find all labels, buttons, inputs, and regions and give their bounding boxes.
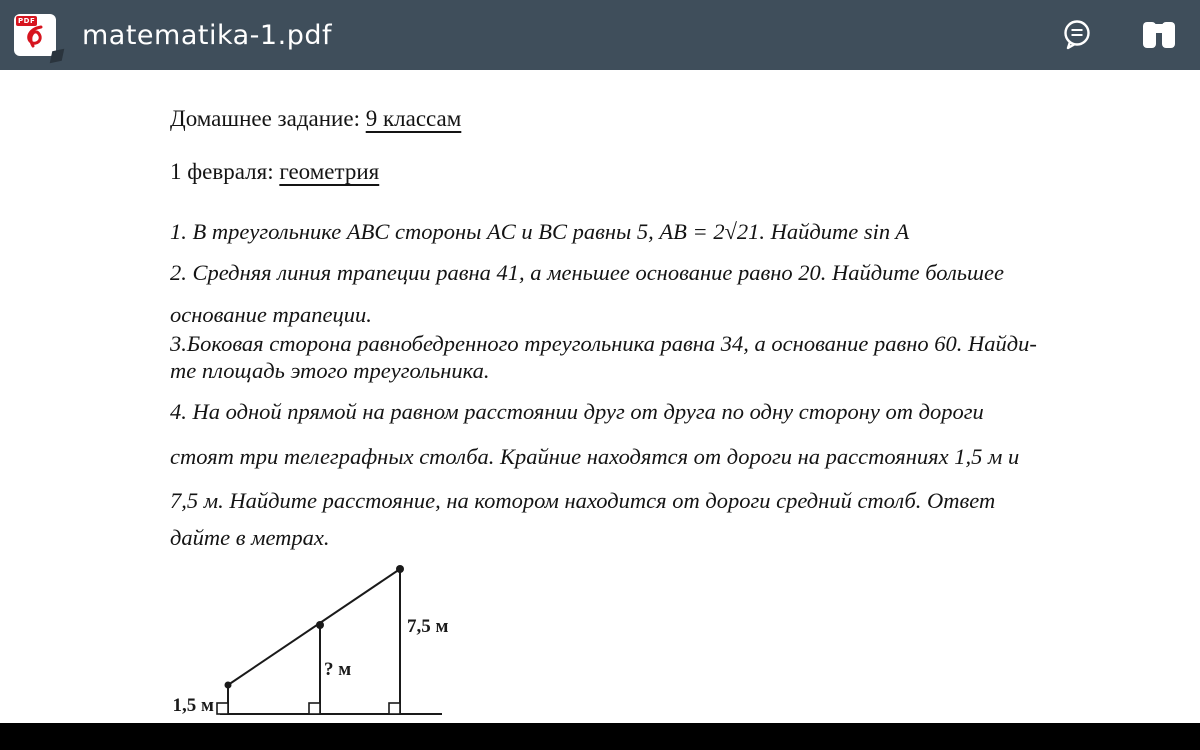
search-button[interactable] [1140,20,1178,50]
pole-label-right: 7,5 м [407,616,449,637]
pdf-badge-label: PDF [18,17,36,25]
document-filename: matematika-1.pdf [82,19,332,51]
pole-label-middle: ? м [324,659,352,680]
pdf-icon-fold [50,49,65,64]
left-pole-top-dot [225,682,232,689]
comment-icon [1060,18,1094,52]
assignment-class-link: 9 классам [365,106,462,131]
right-right-angle-mark [389,703,400,714]
problem-2-line-1: 2. Средняя линия трапеции равна 41, а меньшее основание равно 20. Найдите большее [170,260,1004,285]
problem-4-line-4: дайте в метрах. [170,525,330,550]
left-right-angle-mark [217,703,228,714]
middle-pole-top-dot [316,621,324,629]
problem-4-line-1: 4. На одной прямой на равном расстоянии друг от друга по одну сторону от дороги [170,399,984,424]
slanted-line [228,569,400,685]
problem-4-line-2: стоят три телеграфных столба. Крайние находятся от дороги на расстояниях 1,5 м и [170,444,1020,469]
date-subject-link: геометрия [279,159,380,184]
problem-2-line-2: основание трапеции. [170,302,372,327]
pole-label-left: 1,5 м [172,695,214,716]
binoculars-icon [1140,20,1178,50]
problem4-poles-diagram [172,558,472,723]
problem-3-line-2: те площадь этого треугольника. [170,358,490,383]
acrobat-swirl-icon [19,20,51,52]
bottom-black-bar [0,723,1200,750]
right-pole-top-dot [396,565,404,573]
pdf-file-icon [14,14,56,56]
comment-button[interactable] [1060,18,1094,52]
date-line [170,159,379,185]
problem-3-line-1: 3.Боковая сторона равнобедренного треугольника равна 34, а основание равно 60. Найди- [170,331,1037,356]
problem-1-line-1: 1. В треугольнике ABC стороны AC и BC равны 5, AB = 2√21. Найдите sin A [170,219,910,244]
assignment-title [170,106,461,132]
problem-4-line-3: 7,5 м. Найдите расстояние, на котором находится от дороги средний столб. Ответ [170,488,996,513]
date-prefix: 1 февраля: [170,159,280,184]
middle-right-angle-mark [309,703,320,714]
assignment-prefix: Домашнее задание: [170,106,366,131]
pdf-viewer-header [0,0,1200,70]
